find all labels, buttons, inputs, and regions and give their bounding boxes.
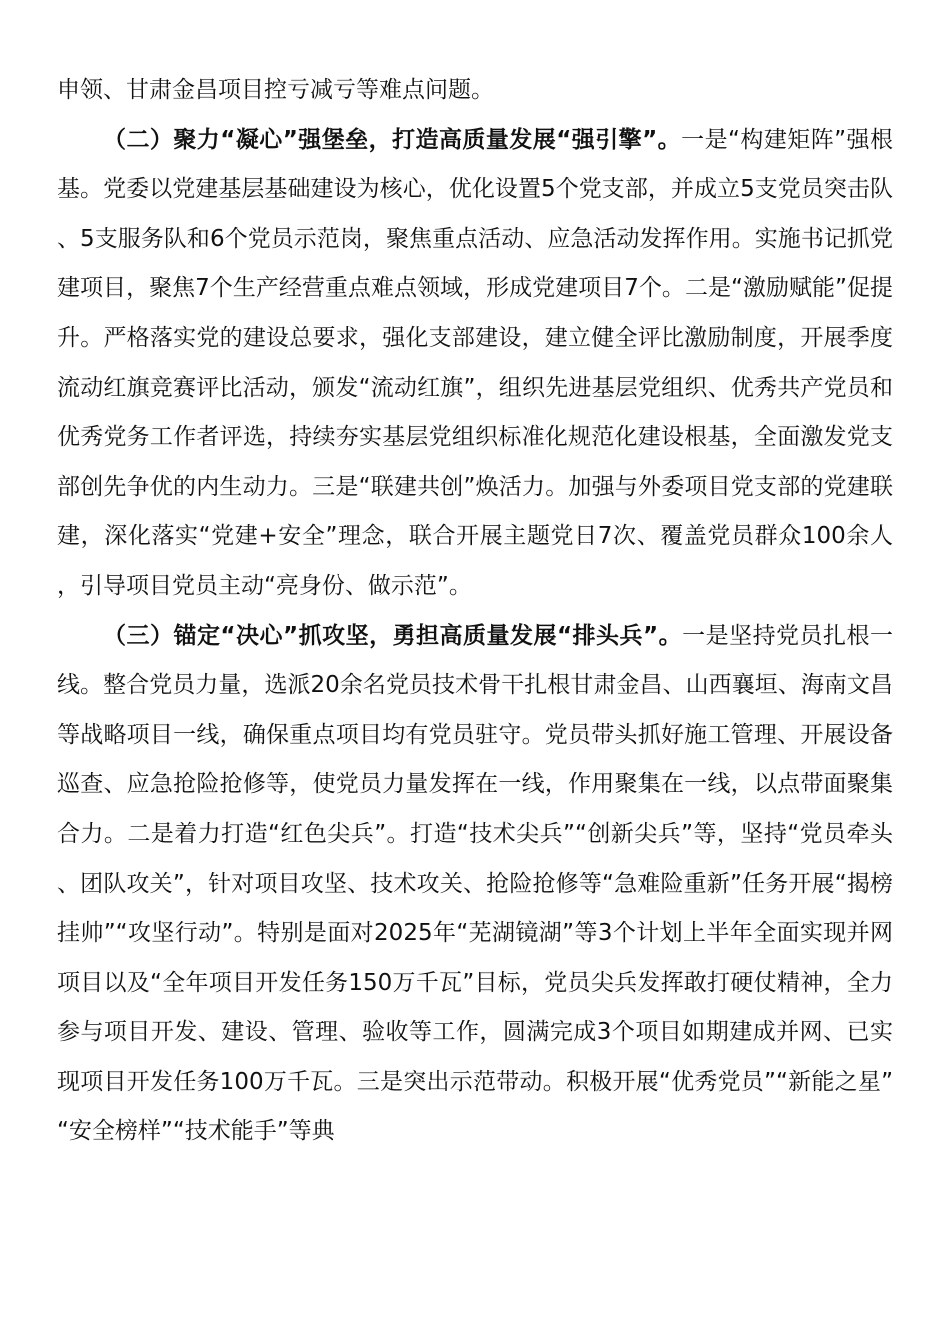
paragraph-text: 一是坚持党员扎根一线。整合党员力量，选派20余名党员技术骨干扎根甘肃金昌、山西襄垣、海南文昌等战略项目一线，确保重点项目均有党员驻守。党员带头抓好施工管理、开展设备巡查、应急抢险抢修等，使党员力量发挥在一线，作用聚集在一线，以点带面聚集合力。二是着力打造“红色尖兵”。打造“技术尖兵”“创新尖兵”等，坚持“党员牵头、团队攻关”，针对项目攻坚、技术攻关、抢险抢修等“急难险重新”任务开展“揭榜挂帅”“攻坚行动”。特别是面对2025年“芜湖镜湖”等3个计划上半年全面实现并网项目以及“全年项目开发任务150万千瓦”目标，党员尖兵发挥敢打硬仗精神，全力参与项目开发、建设、管理、验收等工作，圆满完成3个项目如期建成并网、已实现项目开发任务100万千瓦。三是突出示范带动。积极开展“优秀党员”“新能之星”“安全榜样”“技术能手”等典	[57, 622, 893, 1145]
paragraph-text: 申领、甘肃金昌项目控亏减亏等难点问题。	[57, 77, 494, 103]
paragraph-section-three	[57, 612, 893, 1158]
paragraph-text: 一是“构建矩阵”强根基。党委以党建基层基础建设为核心，优化设置5个党支部，并成立5支党员突击队、5支服务队和6个党员示范岗，聚焦重点活动、应急活动发挥作用。实施书记抓党建项目，聚焦7个生产经营重点难点领域，形成党建项目7个。二是“激励赋能”促提升。严格落实党的建设总要求，强化支部建设，建立健全评比激励制度，开展季度流动红旗竞赛评比活动，颁发“流动红旗”，组织先进基层党组织、优秀共产党员和优秀党务工作者评选，持续夯实基层党组织标准化规范化建设根基，全面激发党支部创先争优的内生动力。三是“联建共创”焕活力。加强与外委项目党支部的党建联建，深化落实“党建+安全”理念，联合开展主题党日7次、覆盖党员群众100余人，引导项目党员主动“亮身份、做示范”。	[57, 126, 893, 599]
section-heading: （二）聚力“凝心”强堡垒，打造高质量发展“强引擎”。	[103, 126, 682, 153]
paragraph-section-two	[57, 116, 893, 612]
section-heading: （三）锚定“决心”抓攻坚，勇担高质量发展“排头兵”。	[103, 622, 683, 649]
document-body	[57, 66, 893, 1157]
paragraph-continuation	[57, 66, 893, 116]
